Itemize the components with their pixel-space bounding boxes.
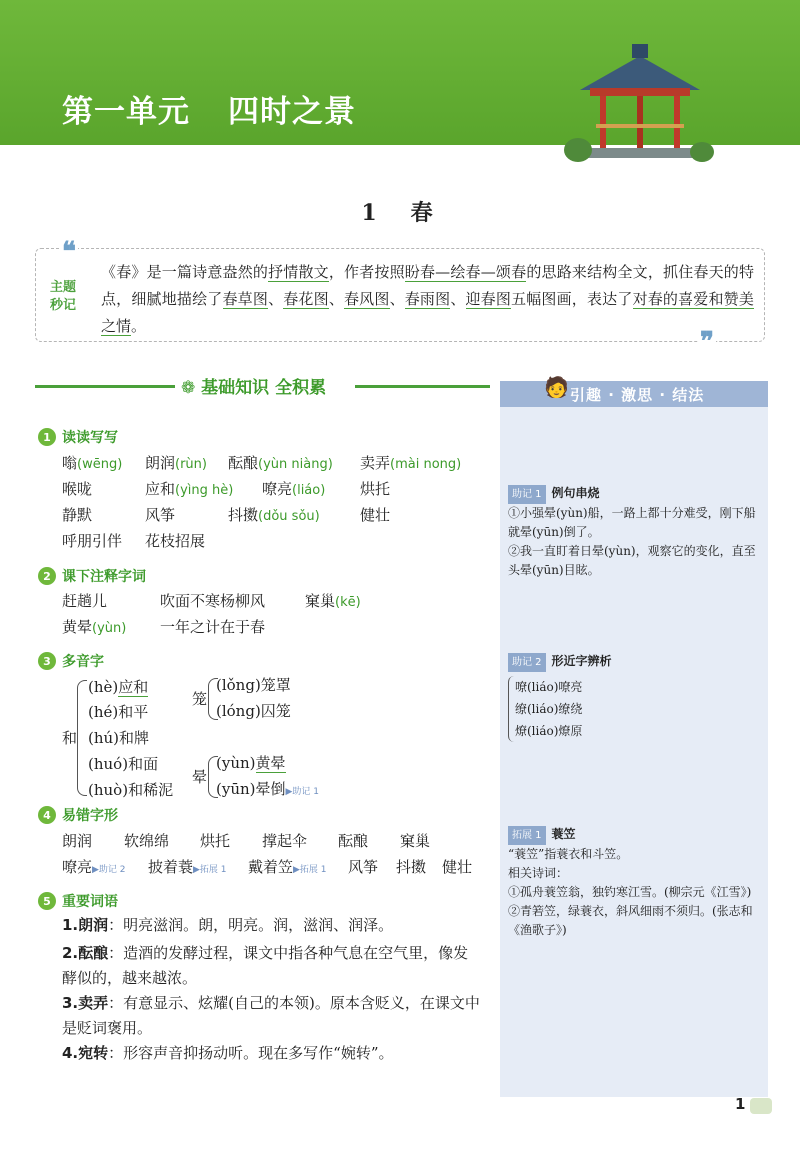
word: 嘹亮▶助记 2 bbox=[62, 858, 126, 876]
sub-heading-3: 3 多音字 bbox=[38, 651, 104, 671]
lesson-title: 1 春 bbox=[361, 200, 439, 226]
summary-box bbox=[35, 237, 765, 357]
word: 卖弄(mài nong) bbox=[360, 454, 462, 472]
unit-title bbox=[62, 86, 356, 131]
word: 嘹亮(liáo) bbox=[262, 480, 326, 498]
word: 撑起伞 bbox=[262, 832, 308, 850]
polyphone-char: 晕 bbox=[192, 768, 208, 786]
word: 花枝招展 bbox=[145, 532, 206, 550]
reading: (lóng)囚笼 bbox=[216, 702, 291, 720]
word: 朗润(rùn) bbox=[145, 454, 207, 472]
word: 喉咙 bbox=[62, 480, 93, 498]
word: 披着蓑▶拓展 1 bbox=[148, 858, 227, 876]
heading-rule-right bbox=[355, 385, 490, 388]
side-note-3: 拓展 1 蓑笠 “蓑笠”指蓑衣和斗笠。 相关诗词： ①孤舟蓑笠翁，独钓寒江雪。(柳宗元《江雪》) ②青箬笠，绿蓑衣，斜风细雨不须归。(张志和《渔歌子》) bbox=[508, 827, 753, 937]
quote-close-icon: ❞ bbox=[700, 327, 714, 357]
reading: (lǒng)笼罩 bbox=[216, 676, 291, 694]
sidebar-header: 🧑 引趣 · 激思 · 结法 bbox=[500, 381, 768, 407]
word: 健壮 bbox=[442, 858, 473, 876]
swirl-icon: ❁ bbox=[181, 378, 202, 398]
word: 抖擞 bbox=[396, 858, 427, 876]
word: 戴着笠▶拓展 1 bbox=[248, 858, 327, 876]
reading: (hú)和牌 bbox=[88, 729, 150, 747]
pavilion-illustration bbox=[560, 38, 720, 168]
reading: (yūn)晕倒▶助记 1 bbox=[216, 780, 320, 798]
sub-heading-2: 2 课下注释字词 bbox=[38, 566, 146, 586]
word: 静默 bbox=[62, 506, 93, 524]
polyphone-char: 和 bbox=[62, 729, 78, 747]
quote-open-icon: ❝ bbox=[62, 237, 76, 267]
word: 软绵绵 bbox=[124, 832, 170, 850]
word: 一年之计在于春 bbox=[160, 618, 266, 636]
student-icon: 🧑 bbox=[544, 375, 569, 399]
brace bbox=[77, 680, 87, 796]
vocab-item: 3.卖弄：有意显示、炫耀(自己的本领)。原本含贬义，在课文中是贬词褒用。 bbox=[62, 994, 480, 1037]
word: 烘托 bbox=[200, 832, 231, 850]
word: 赶趟儿 bbox=[62, 592, 108, 610]
word: 嗡(wēng) bbox=[62, 454, 123, 472]
reading: (yùn)黄晕 bbox=[216, 754, 286, 772]
word: 窠巢 bbox=[400, 832, 431, 850]
word: 酝酿(yùn niàng) bbox=[228, 454, 333, 472]
section-title: ❁ 基础知识 全积累 bbox=[175, 373, 332, 398]
word: 烘托 bbox=[360, 480, 391, 498]
vocab-item: 1.朗润：明亮滋润。朗，明亮。润，滋润、润泽。 bbox=[62, 916, 394, 934]
leaf-icon bbox=[750, 1098, 772, 1114]
reading: (hè)应和 bbox=[88, 678, 149, 696]
reading: (huò)和稀泥 bbox=[88, 781, 174, 799]
word: 黄晕(yùn) bbox=[62, 618, 127, 636]
page-number: 1 bbox=[735, 1095, 746, 1113]
vocab-item: 2.酝酿：造酒的发酵过程，课文中指各种气息在空气里，像发酵似的，越来越浓。 bbox=[62, 944, 469, 987]
note-tag: ▶助记 1 bbox=[285, 787, 320, 797]
sub-heading-1: 1 读读写写 bbox=[38, 427, 118, 447]
word: 吹面不寒杨柳风 bbox=[160, 592, 266, 610]
reading: (huó)和面 bbox=[88, 755, 159, 773]
word: 酝酿 bbox=[338, 832, 369, 850]
word: 健壮 bbox=[360, 506, 391, 524]
summary-text: 《春》是一篇诗意盎然的抒情散文，作者按照盼春—绘春—颂春的思路来结构全文，抓住春天的特点，细腻地描绘了春草图、春花图、春风图、春雨图、迎春图五幅图画，表达了对春的喜爱和赞美之情。 bbox=[101, 263, 754, 335]
sub-heading-4: 4 易错字形 bbox=[38, 805, 118, 825]
heading-rule-left bbox=[35, 385, 175, 388]
polyphone-char: 笼 bbox=[192, 690, 208, 708]
word: 抖擞(dǒu sǒu) bbox=[228, 506, 320, 524]
word: 朗润 bbox=[62, 832, 93, 850]
sub-heading-5: 5 重要词语 bbox=[38, 891, 118, 911]
word: 风筝 bbox=[348, 858, 379, 876]
word: 风筝 bbox=[145, 506, 176, 524]
word: 窠巢(kē) bbox=[305, 592, 361, 610]
unit-subtitle: 四时之景 bbox=[228, 94, 356, 130]
section-heading bbox=[35, 375, 490, 397]
vocab-item: 4.宛转：形容声音抑扬动听。现在多写作“婉转”。 bbox=[62, 1044, 394, 1062]
side-note-1: 助记 1 例句串烧 ①小强晕(yùn)船，一路上都十分难受，刚下船就晕(yūn)倒了。 ②我一直盯着日晕(yùn)，观察它的变化，直至头晕(yūn)目眩。 bbox=[508, 486, 756, 577]
side-note-2: 助记 2 形近字辨析 嘹(liáo)嘹亮 缭(liáo)缭绕 燎(liáo)燎原 bbox=[508, 652, 763, 742]
word: 呼朋引伴 bbox=[62, 532, 123, 550]
reading: (hé)和平 bbox=[88, 703, 149, 721]
unit-number: 第一单元 bbox=[62, 94, 190, 130]
word: 应和(yìng hè) bbox=[145, 480, 234, 498]
summary-label: 主题 秒记 bbox=[49, 280, 76, 313]
